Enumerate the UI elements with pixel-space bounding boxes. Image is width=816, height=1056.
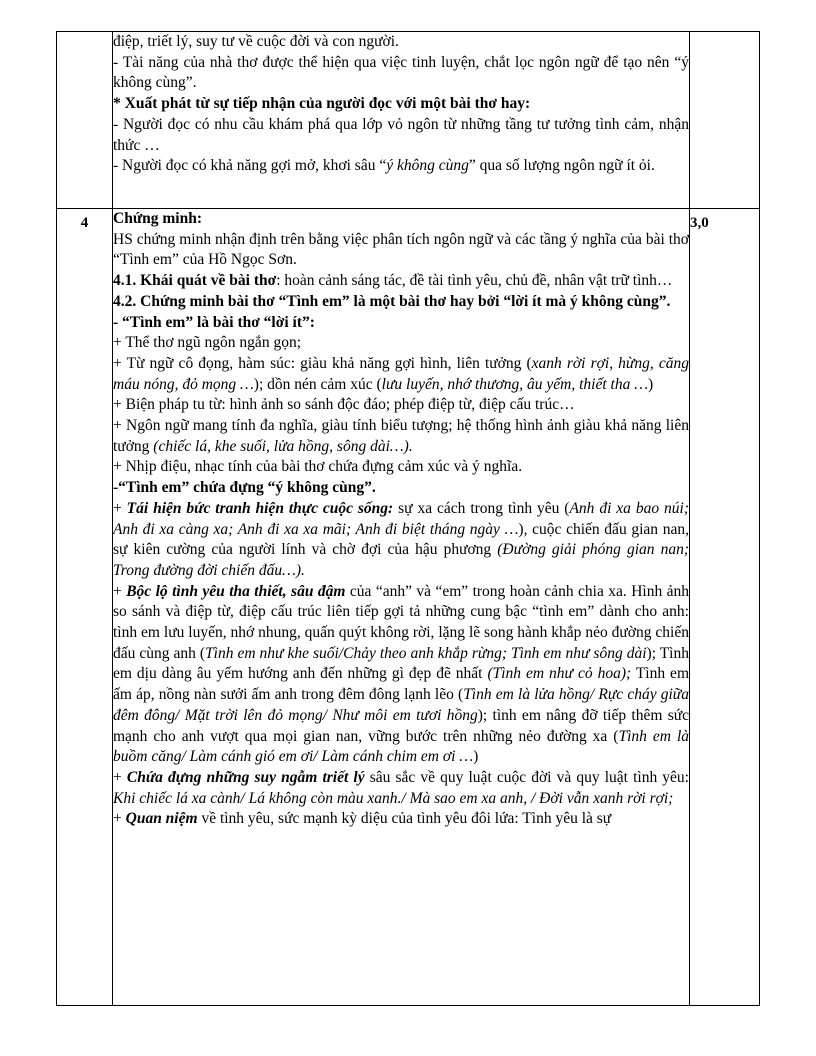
text-segment: sâu sắc về quy luật cuộc đời và quy luật tình yêu: — [364, 768, 689, 786]
text-segment: + — [113, 582, 127, 600]
text-segment: (chiếc lá, khe suối, lửa hồng, sông dài…). — [153, 437, 413, 455]
text-segment: + Ngôn ngữ mang tính đa nghĩa, giàu tính biểu tượng; hệ thống hình ảnh giàu khả năng liên tưởng — [113, 417, 689, 455]
text-segment: xanh rời rợi, hừng, căng máu nóng, đỏ mọng … — [113, 354, 690, 393]
text-segment: Chứa đựng những suy ngẫm triết lý — [126, 768, 365, 786]
item-number — [57, 32, 112, 38]
table-row — [57, 32, 760, 209]
text-segment: + Thể thơ ngũ ngôn ngắn gọn; — [113, 334, 301, 352]
text-segment: lưu luyến, nhớ thương, âu yếm, thiết tha … — [381, 375, 648, 393]
paragraph — [113, 768, 689, 809]
content-cell — [113, 32, 690, 209]
text-segment: -“Tình em” chứa đựng “ý không cùng”. — [113, 479, 376, 497]
paragraph — [113, 395, 689, 416]
table-row — [57, 209, 760, 1006]
text-segment: 4.1. Khái quát về bài thơ — [113, 272, 277, 290]
text-segment: (Tình em như cỏ hoa); — [487, 665, 632, 683]
text-segment: - Tài năng của nhà thơ được thể hiện qua việc tinh luyện, chắt lọc ngôn ngữ để tạo nên “ý không cùng”. — [113, 53, 689, 92]
paragraph — [113, 94, 689, 115]
paragraph — [113, 457, 689, 478]
item-number-cell — [57, 209, 113, 1006]
answer-table — [56, 31, 760, 1006]
paragraph — [113, 230, 689, 271]
paragraph — [113, 271, 689, 292]
score-cell — [690, 32, 760, 209]
text-segment: HS chứng minh nhận định trên bằng việc phân tích ngôn ngữ và các tầng ý nghĩa của bài thơ “Tình em” của Hồ Ngọc Sơn. — [113, 230, 689, 269]
item-number: 4 — [80, 215, 89, 231]
text-segment: * Xuất phát từ sự tiếp nhận của người đọc với một bài thơ hay: — [113, 95, 531, 113]
paragraph — [113, 809, 689, 830]
score-value: 3,0 — [690, 215, 709, 231]
text-segment: ) — [648, 375, 654, 393]
text-segment: ) — [473, 748, 479, 766]
text-segment: - Người đọc có nhu cầu khám phá qua lớp vỏ ngôn từ những tầng tư tưởng tình cảm, nhận thức … — [113, 115, 689, 154]
paragraph — [113, 156, 689, 177]
text-segment: Tình em là buồm căng/ Làm cánh gió em ơi/ Làm cánh chim em ơi … — [113, 727, 689, 766]
text-segment: ý không cùng — [386, 157, 469, 175]
text-segment: : hoàn cảnh sáng tác, đề tài tình yêu, chủ đề, nhân vật trữ tình… — [276, 272, 673, 290]
text-segment: (Đường giải phóng gian nan; Trong đường đời chiến đấu…). — [113, 541, 689, 579]
score-value — [690, 32, 759, 38]
text-segment: + — [113, 499, 127, 517]
text-segment: + — [113, 768, 127, 786]
paragraph — [113, 313, 689, 334]
text-segment: ); tình em nâng đỡ tiếp thêm sức mạnh cho anh vượt qua mọi gian nan, vững bước trên những nẻo đường xa ( — [113, 706, 690, 745]
paragraph — [113, 354, 689, 395]
text-segment: + Biện pháp tu từ: hình ảnh so sánh độc đáo; phép điệp từ, điệp cấu trúc… — [113, 396, 575, 414]
paragraph — [113, 32, 689, 53]
paragraph — [113, 115, 689, 156]
text-segment: Anh đi xa bao núi; Anh đi xa càng xa; Anh đi xa xa mãi; Anh đi biệt tháng ngày … — [113, 499, 689, 538]
text-segment: - Người đọc có khả năng gợi mở, khơi sâu “ — [113, 157, 387, 175]
text-segment: Bộc lộ tình yêu tha thiết, sâu đậm — [126, 582, 346, 600]
paragraph — [113, 582, 689, 768]
paragraph — [113, 478, 689, 499]
text-segment: ); dồn nén cảm xúc ( — [253, 375, 382, 393]
text-segment: Tái hiện bức tranh hiện thực cuộc sống: — [126, 499, 394, 517]
paragraph — [113, 53, 689, 94]
text-segment: ); Tình em dịu dàng âu yếm hướng anh đến những gì đẹp đẽ nhất — [113, 644, 689, 683]
paragraph — [113, 333, 689, 354]
paragraph — [113, 416, 689, 457]
text-segment: của “anh” và “em” trong hoàn cảnh chia xa. Hình ảnh so sánh và điệp từ, điệp cấu trúc liên tiếp gợi tả những cung bậc “tình em” dành cho anh: tình em lưu luyến, nhớ nhung, quấn quýt không rời, lặng lẽ song hành khắp nẻo đường chiến đấu cùng anh ( — [113, 582, 690, 662]
text-segment: Tình em ấm áp, nồng nàn sưởi ấm anh trong đêm đông lạnh lẽo ( — [113, 665, 689, 704]
text-segment: ), cuộc chiến đấu gian nan, sự kiên cường của người lính và chờ đợi của hậu phương — [113, 520, 689, 559]
text-segment: + — [113, 810, 126, 828]
text-segment: Quan niệm — [125, 810, 198, 828]
text-segment: Tình em là lửa hồng/ Rực cháy giữa đêm đông/ Mặt trời lên đỏ mọng/ Như môi em tươi hồng — [113, 686, 689, 724]
text-segment: ” qua số lượng ngôn ngữ ít ỏi. — [468, 157, 655, 175]
text-segment: - “Tình em” là bài thơ “lời ít”: — [113, 313, 315, 331]
text-segment: 4.2. Chứng minh bài thơ “Tình em” là một bài thơ hay bởi “lời ít mà ý không cùng”. — [113, 292, 671, 310]
paragraph — [113, 499, 689, 582]
text-segment: về tình yêu, sức mạnh kỳ diệu của tình yêu đôi lứa: Tình yêu là sự — [197, 810, 612, 828]
content-cell — [113, 209, 690, 1006]
text-segment: điệp, triết lý, suy tư về cuộc đời và con người. — [113, 33, 399, 50]
text-segment: + Từ ngữ cô đọng, hàm súc: giàu khả năng gợi hình, liên tưởng ( — [113, 354, 532, 372]
text-segment: Tình em như khe suối/Chảy theo anh khắp rừng; Tình em như sông dài — [205, 644, 647, 662]
score-cell — [690, 209, 760, 1006]
text-segment: Khi chiếc lá xa cành/ Lá không còn màu xanh./ Mà sao em xa anh, / Đời vẫn xanh rời rợi; — [113, 789, 674, 807]
paragraph — [113, 292, 689, 313]
text-segment: + Nhịp điệu, nhạc tính của bài thơ chứa đựng cảm xúc và ý nghĩa. — [113, 458, 523, 476]
item-number-cell — [57, 32, 113, 209]
text-segment: Chứng minh: — [113, 210, 202, 227]
text-segment: sự xa cách trong tình yêu ( — [393, 499, 570, 517]
paragraph — [113, 209, 689, 230]
